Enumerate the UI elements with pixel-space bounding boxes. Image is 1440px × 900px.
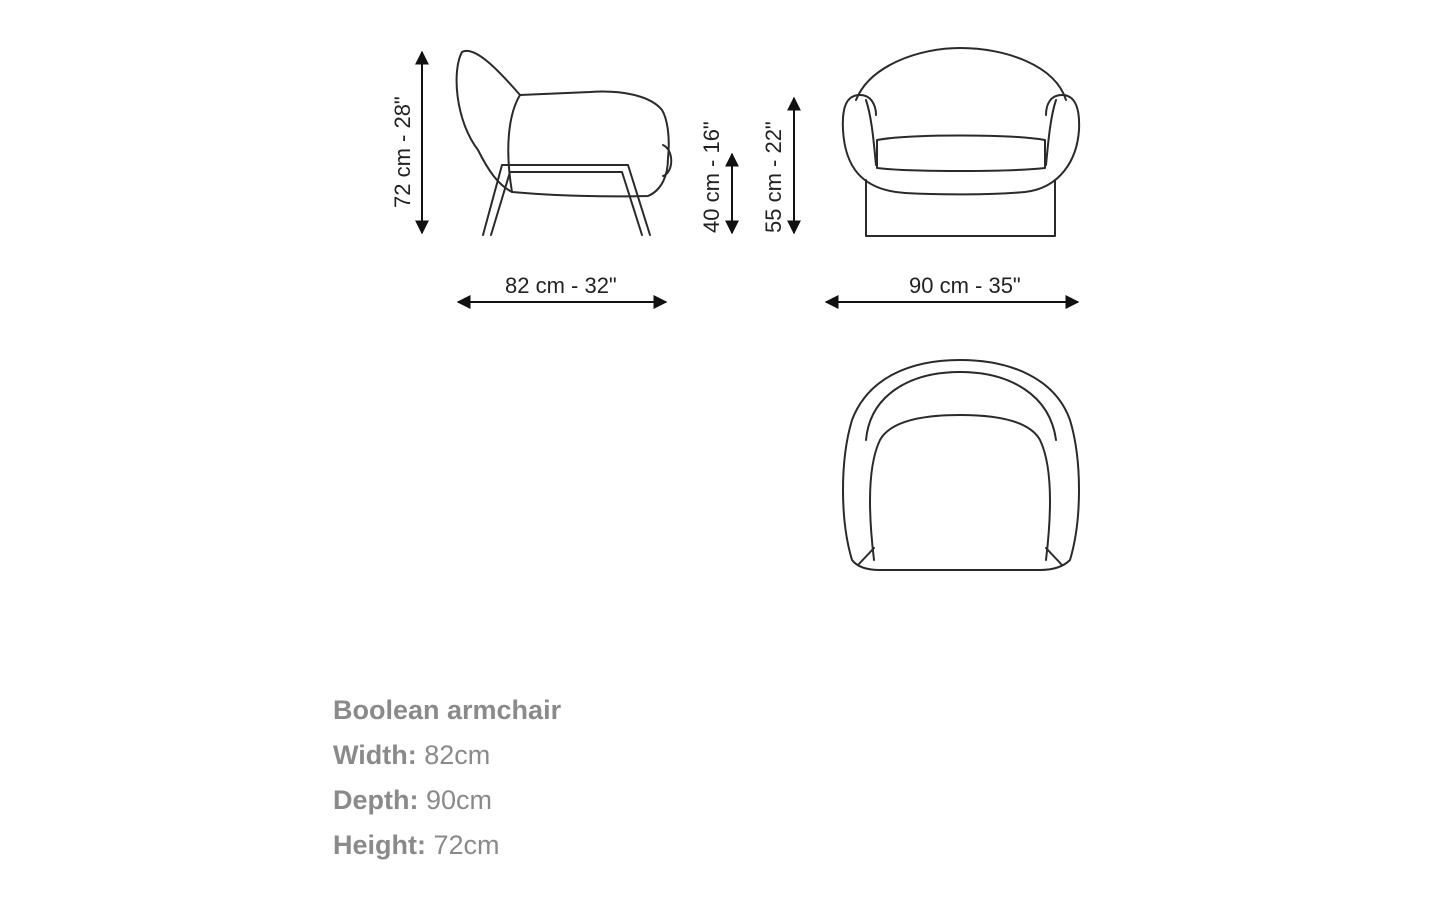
side-width-dimension-label: 82 cm - 32": [505, 273, 617, 298]
spec-height: [333, 823, 561, 868]
arm-height-dimension-label: 55 cm - 22": [761, 121, 786, 233]
front-width-dimension-label: 90 cm - 35": [909, 273, 1021, 298]
spec-width-label: Width:: [333, 740, 417, 770]
side-view-chair: [457, 51, 672, 235]
spec-width-value: 82cm: [424, 740, 491, 770]
product-info: [333, 688, 561, 868]
seat-height-dimension-label: 40 cm - 16": [699, 121, 724, 233]
product-name: Boolean armchair: [333, 695, 562, 725]
spec-height-label: Height:: [333, 830, 426, 860]
spec-height-value: 72cm: [433, 830, 500, 860]
height-dimension-label: 72 cm - 28": [390, 96, 415, 208]
spec-depth-label: Depth:: [333, 785, 419, 815]
spec-depth-value: 90cm: [426, 785, 493, 815]
top-view-chair: [843, 360, 1079, 570]
spec-width: [333, 733, 561, 778]
spec-depth: [333, 778, 561, 823]
front-view-chair: [843, 48, 1079, 236]
